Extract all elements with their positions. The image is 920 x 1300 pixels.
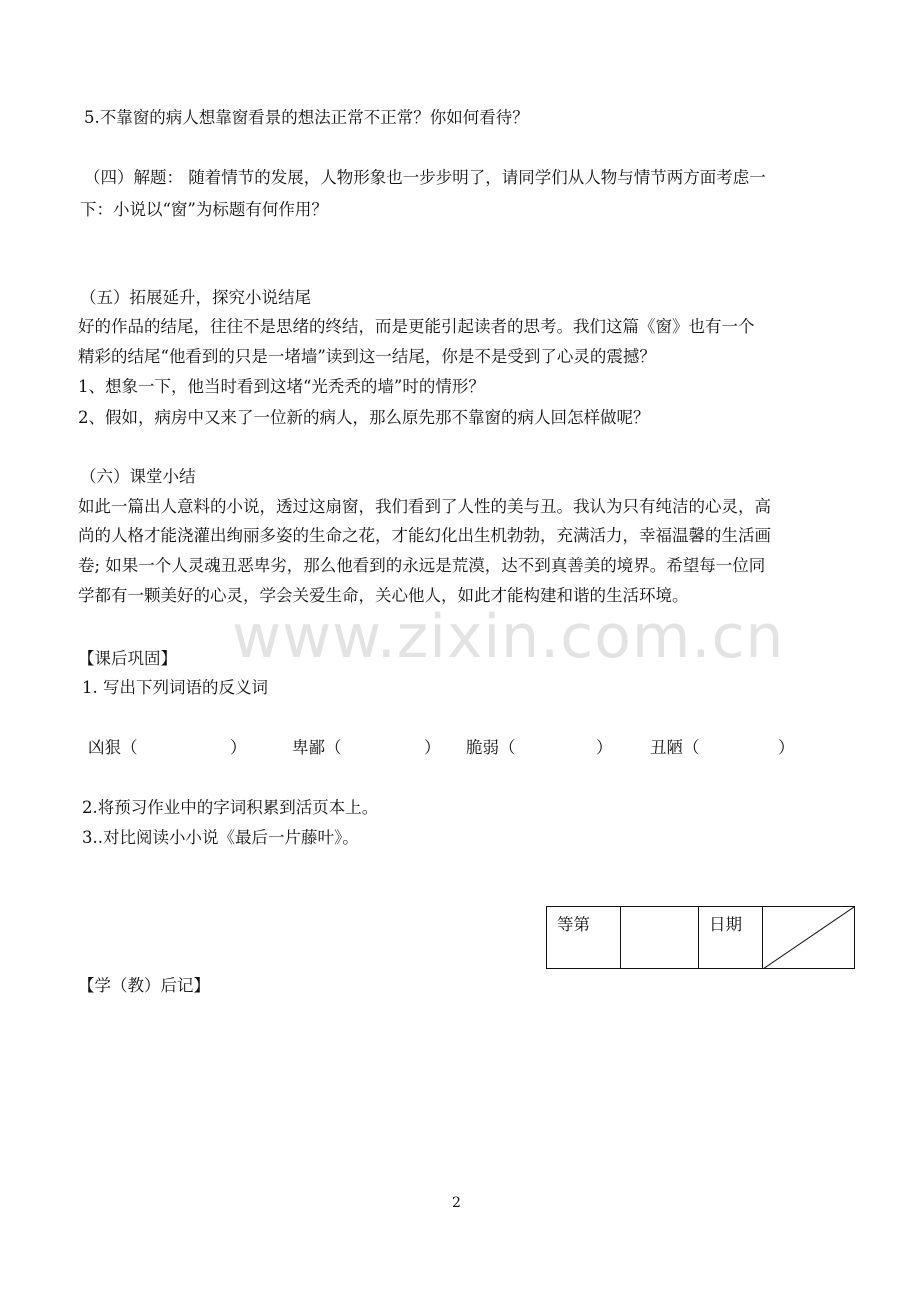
section-5-title: （五）拓展延升，探究小说结尾: [80, 288, 311, 307]
grade-label-cell: 等第: [547, 907, 621, 969]
section-4-line-2: 下：小说以“窗”为标题有何作用？: [80, 200, 328, 219]
section-6-line-3: 卷; 如果一个人灵魂丑恶卑劣，那么他看到的永远是荒漠，达不到真善美的境界。希望每一位同: [78, 556, 766, 575]
section-5-paragraph-line-1: 好的作品的结尾，往往不是思绪的终结，而是更能引起读者的思考。我们这篇《窗》也有一个: [78, 317, 755, 336]
section-5-question-2: 2、假如，病房中又来了一位新的病人，那么原先那不靠窗的病人回怎样做呢？: [78, 408, 650, 427]
section-4-line-1: （四）解题： 随着情节的发展，人物形象也一步步明了，请同学们从人物与情节两方面考虑一: [84, 168, 766, 187]
diagonal-line: [763, 907, 854, 969]
antonym-2-open: 卑鄙（: [292, 738, 342, 757]
antonym-4-open: 丑陋（: [650, 738, 700, 757]
date-label-cell: 日期: [699, 907, 763, 969]
section-6-title: （六）课堂小结: [80, 467, 196, 486]
antonym-2-close: ）: [424, 738, 441, 757]
section-6-line-2: 尚的人格才能浇灌出绚丽多姿的生命之花，才能幻化出生机勃勃，充满活力，幸福温馨的生活画: [78, 526, 771, 545]
section-5-paragraph-line-2: 精彩的结尾“他看到的只是一堵墙”读到这一结尾，你是不是受到了心灵的震撼？: [78, 347, 656, 366]
grade-value-cell[interactable]: [621, 907, 699, 969]
homework-task-2: 2.将预习作业中的字词积累到活页本上。: [82, 798, 379, 817]
question-5: 5.不靠窗的病人想靠窗看景的想法正常不正常？你如何看待？: [84, 108, 529, 127]
section-6-line-1: 如此一篇出人意料的小说，透过这扇窗，我们看到了人性的美与丑。我认为只有纯洁的心灵，高: [78, 497, 771, 516]
antonym-1-close: ）: [230, 738, 247, 757]
watermark-text: www.zixin.com.cn: [232, 602, 785, 672]
homework-task-1: 1. 写出下列词语的反义词: [82, 678, 268, 697]
antonym-3-close: ）: [596, 738, 613, 757]
antonym-1-open: 凶狠（: [88, 738, 138, 757]
homework-title: 【课后巩固】: [78, 649, 177, 668]
notes-title: 【学（教）后记】: [78, 976, 210, 995]
antonym-3-open: 脆弱（: [466, 738, 516, 757]
section-6-line-4: 学都有一颗美好的心灵，学会关爱生命，关心他人，如此才能构建和谐的生活环境。: [78, 586, 689, 605]
section-5-question-1: 1、想象一下，他当时看到这堵“光秃秃的墙”时的情形？: [78, 377, 485, 396]
antonym-4-close: ）: [778, 738, 795, 757]
homework-task-3: 3..对比阅读小小说《最后一片藤叶》。: [82, 828, 359, 847]
page-number: 2: [452, 1195, 461, 1211]
